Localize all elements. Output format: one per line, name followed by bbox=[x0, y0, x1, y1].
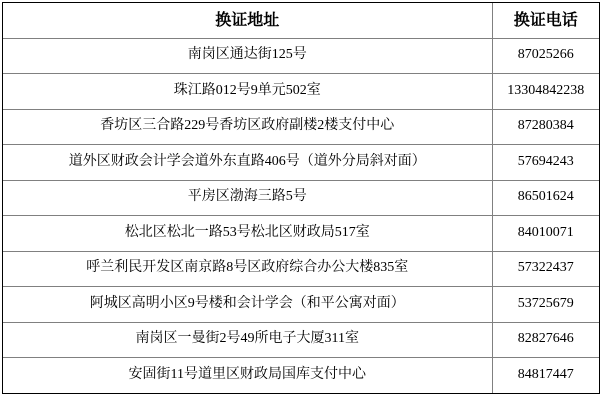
phone-cell: 86501624 bbox=[492, 180, 599, 216]
address-cell: 安固街11号道里区财政局国库支付中心 bbox=[3, 358, 492, 393]
address-cell: 南岗区通达街125号 bbox=[3, 38, 492, 74]
column-header-phone: 换证电话 bbox=[492, 3, 599, 38]
table-row bbox=[3, 251, 599, 287]
phone-cell: 82827646 bbox=[492, 322, 599, 358]
address-cell: 道外区财政会计学会道外东直路406号（道外分局斜对面） bbox=[3, 145, 492, 181]
renewal-table-container bbox=[2, 2, 600, 394]
address-cell: 珠江路012号9单元502室 bbox=[3, 74, 492, 110]
address-cell: 平房区渤海三路5号 bbox=[3, 180, 492, 216]
address-cell: 呼兰利民开发区南京路8号区政府综合办公大楼835室 bbox=[3, 251, 492, 287]
table-row bbox=[3, 145, 599, 181]
address-cell: 南岗区一曼街2号49所电子大厦311室 bbox=[3, 322, 492, 358]
table-header-row bbox=[3, 3, 599, 38]
renewal-table bbox=[3, 3, 599, 393]
table-row bbox=[3, 180, 599, 216]
phone-cell: 13304842238 bbox=[492, 74, 599, 110]
table-row bbox=[3, 216, 599, 252]
table-row bbox=[3, 287, 599, 323]
phone-cell: 57322437 bbox=[492, 251, 599, 287]
column-header-address: 换证地址 bbox=[3, 3, 492, 38]
table-row bbox=[3, 109, 599, 145]
phone-cell: 87025266 bbox=[492, 38, 599, 74]
address-cell: 香坊区三合路229号香坊区政府副楼2楼支付中心 bbox=[3, 109, 492, 145]
address-cell: 松北区松北一路53号松北区财政局517室 bbox=[3, 216, 492, 252]
table-row bbox=[3, 74, 599, 110]
phone-cell: 84010071 bbox=[492, 216, 599, 252]
phone-cell: 87280384 bbox=[492, 109, 599, 145]
address-cell: 阿城区高明小区9号楼和会计学会（和平公寓对面） bbox=[3, 287, 492, 323]
phone-cell: 57694243 bbox=[492, 145, 599, 181]
phone-cell: 53725679 bbox=[492, 287, 599, 323]
table-row bbox=[3, 38, 599, 74]
table-row bbox=[3, 322, 599, 358]
phone-cell: 84817447 bbox=[517, 366, 574, 382]
table-row bbox=[3, 358, 599, 393]
